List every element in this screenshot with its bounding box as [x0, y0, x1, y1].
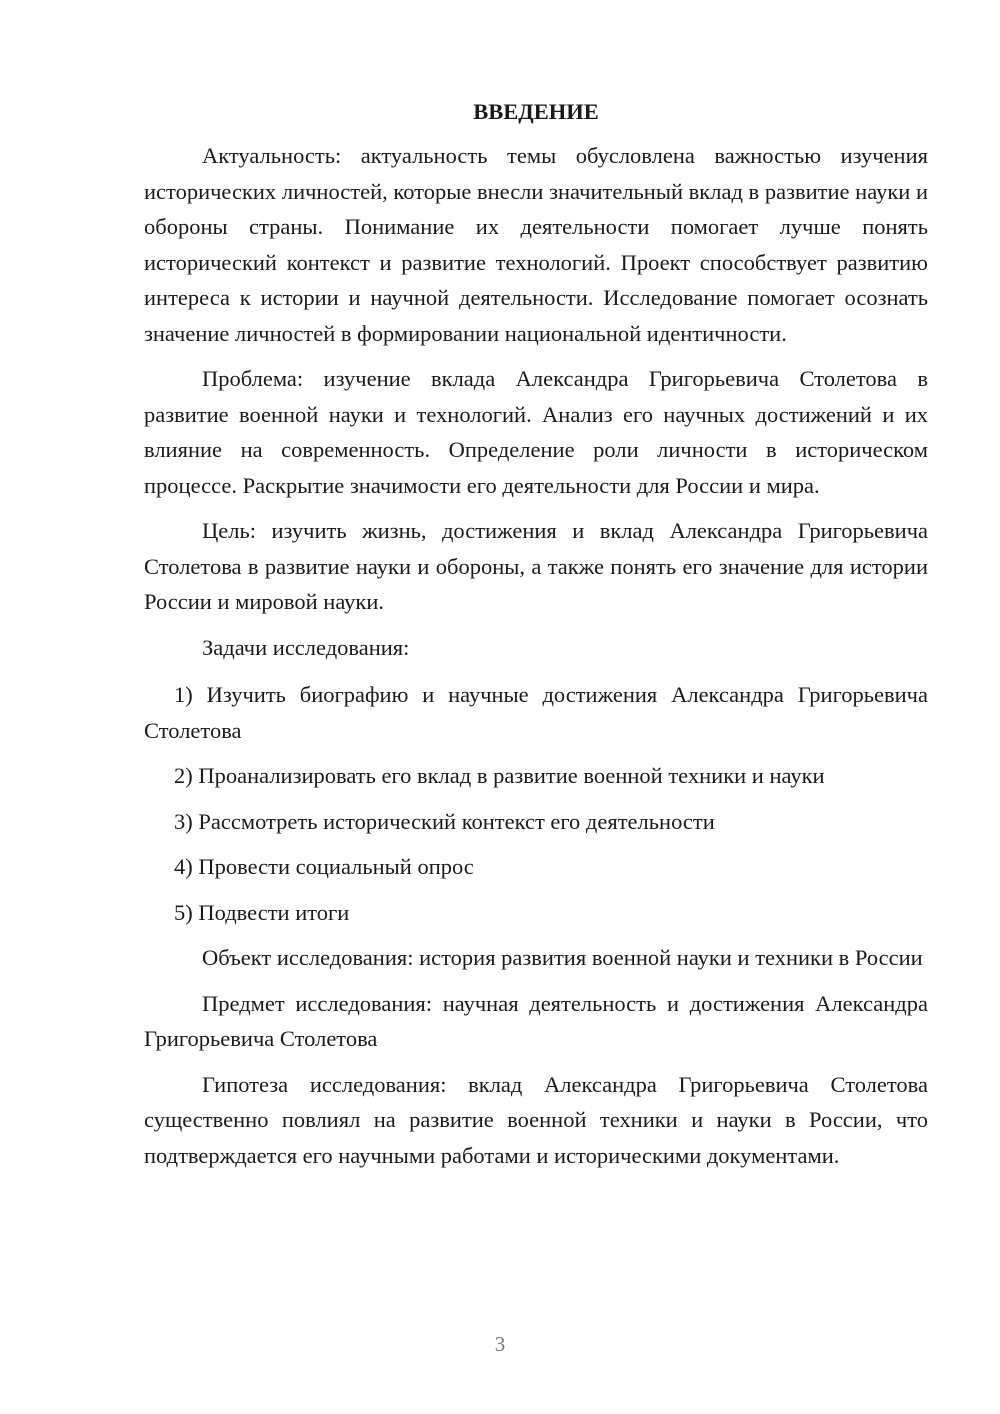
page-number: 3: [494, 1332, 506, 1356]
hypothesis-paragraph: Гипотеза исследования: вклад Александра Григорьевича Столетова существенно повлиял на развитие военной техники и науки в России, что подтверждается его научными работами и историческими документами.: [144, 1071, 928, 1168]
task-item-1: 1) Изучить биографию и научные достижения Александра Григорьевича Столетова: [144, 682, 928, 743]
task-item-4: 4) Провести социальный опрос: [174, 854, 474, 879]
task-item-3: 3) Рассмотреть исторический контекст его деятельности: [174, 808, 715, 834]
problem-paragraph: Проблема: изучение вклада Александра Григорьевича Столетова в развитие военной науки и технологий. Анализ его научных достижений и их влияние на современность. Определение роли личности в историческом процессе. Раскрытие значимости его деятельности для России и мира.: [144, 366, 928, 498]
relevance-paragraph: Актуальность: актуальность темы обусловлена важностью изучения исторических личностей, которые внесли значительный вклад в развитие науки и обороны страны. Понимание их деятельности помогает лучше понять исторический контекст и развитие технологий. Проект способствует развитию интереса к истории и научной деятельности. Исследование помогает осознать значение личностей в формировании национальной идентичности.: [144, 143, 928, 346]
tasks-heading: Задачи исследования:: [202, 634, 410, 660]
page-title: ВВЕДЕНИЕ: [473, 99, 599, 124]
document-page: [144, 94, 928, 1183]
task-item-2: 2) Проанализировать его вклад в развитие военной техники и науки: [174, 763, 825, 788]
subject-paragraph: Предмет исследования: научная деятельность и достижения Александра Григорьевича Столетова: [144, 990, 928, 1051]
object-paragraph: Объект исследования: история развития военной науки и техники в России: [202, 945, 923, 970]
task-item-5: 5) Подвести итоги: [174, 899, 350, 925]
goal-paragraph: Цель: изучить жизнь, достижения и вклад Александра Григорьевича Столетова в развитие науки и обороны, а также понять его значение для истории России и мировой науки.: [144, 518, 928, 614]
